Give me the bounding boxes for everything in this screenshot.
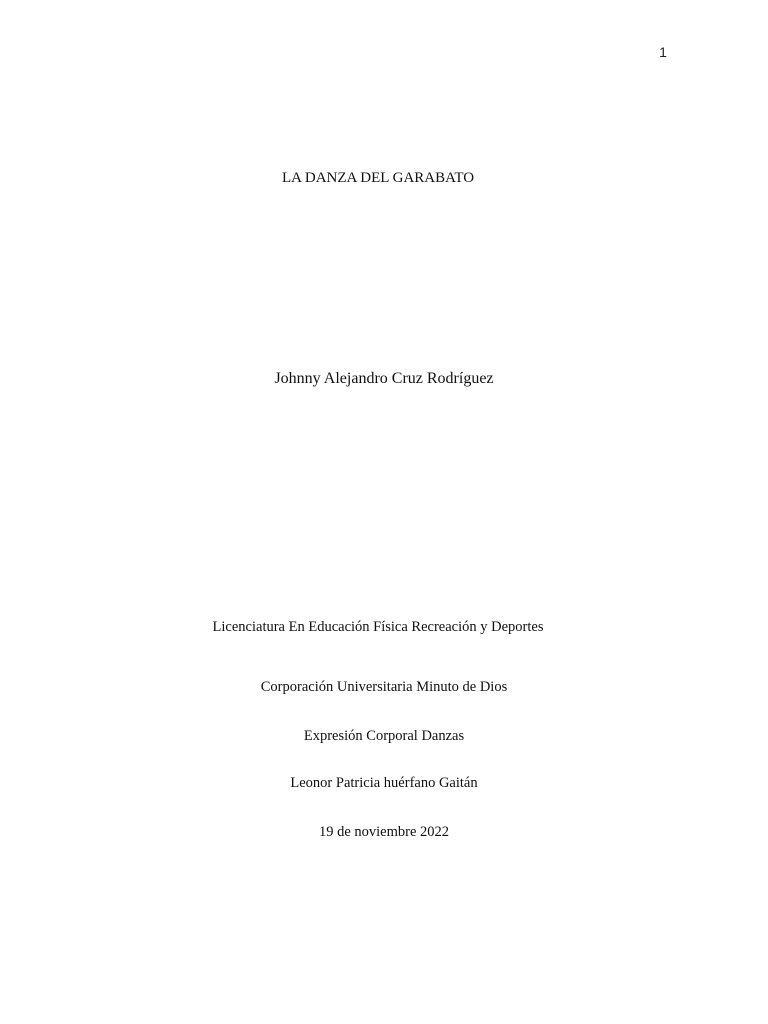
document-title: LA DANZA DEL GARABATO [281,170,475,186]
submission-date: 19 de noviembre 2022 [318,824,450,840]
institution-name: Corporación Universitaria Minuto de Dios [260,679,508,695]
program-name: Licenciatura En Educación Física Recreación y Deportes [212,619,544,635]
teacher-name: Leonor Patricia huérfano Gaitán [290,775,478,791]
page-number: 1 [659,44,667,60]
author-name: Johnny Alejandro Cruz Rodríguez [274,370,494,387]
course-name: Expresión Corporal Danzas [303,728,465,744]
